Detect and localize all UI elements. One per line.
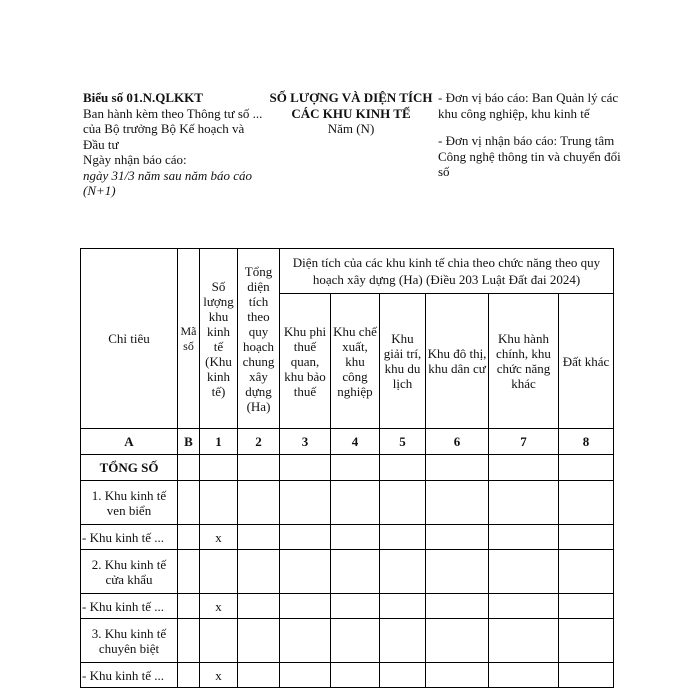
table-row: [81, 455, 614, 481]
issued-with-text: Ban hành kèm theo Thông tư số ... của Bộ trưởng Bộ Kế hoạch và Đầu tư: [83, 105, 263, 152]
cell: [559, 455, 614, 481]
cell: [380, 619, 426, 663]
cell: [238, 619, 280, 663]
cell: [331, 663, 380, 688]
cell: [426, 550, 489, 594]
col-header-sub-2: Khu chế xuất, khu công nghiệp: [331, 294, 380, 429]
cell: [380, 525, 426, 550]
col-header-chi-tieu: Chỉ tiêu: [81, 249, 178, 429]
cell: [280, 481, 331, 525]
cell-mark: x: [200, 663, 238, 688]
receiving-unit: - Đơn vị nhận báo cáo: Trung tâm Công nghệ thông tin và chuyển đổi số: [438, 133, 621, 179]
report-period: Năm (N): [327, 121, 375, 136]
cell-mark: [200, 455, 238, 481]
col-index-8: 8: [559, 429, 614, 455]
col-header-sub-6: Đất khác: [559, 294, 614, 429]
cell: [178, 619, 200, 663]
reporting-unit: - Đơn vị báo cáo: Ban Quản lý các khu công nghiệp, khu kinh tế: [438, 90, 619, 121]
col-header-tong-dien-tich: Tổng diện tích theo quy hoạch chung xây dựng (Ha): [238, 249, 280, 429]
cell: [280, 594, 331, 619]
cell: [489, 619, 559, 663]
cell: [331, 619, 380, 663]
cell: [426, 594, 489, 619]
row-label: TỔNG SỐ: [81, 455, 178, 481]
cell: [238, 455, 280, 481]
row-label: - Khu kinh tế ...: [81, 663, 178, 688]
cell: [331, 550, 380, 594]
cell: [426, 525, 489, 550]
cell: [331, 455, 380, 481]
cell: [331, 481, 380, 525]
header-center: [268, 90, 434, 137]
cell: [489, 455, 559, 481]
table-row: [81, 619, 614, 663]
cell: [238, 663, 280, 688]
cell: [331, 594, 380, 619]
cell: [380, 663, 426, 688]
cell: [380, 550, 426, 594]
col-header-so-luong: Số lượng khu kinh tế (Khu kinh tế): [200, 249, 238, 429]
cell-mark: x: [200, 525, 238, 550]
cell: [280, 455, 331, 481]
cell: [426, 663, 489, 688]
cell: [559, 594, 614, 619]
col-index-4: 4: [331, 429, 380, 455]
cell: [178, 455, 200, 481]
cell: [426, 455, 489, 481]
cell: [489, 550, 559, 594]
cell: [178, 481, 200, 525]
col-header-sub-5: Khu hành chính, khu chức năng khác: [489, 294, 559, 429]
cell: [280, 525, 331, 550]
col-index-3: 3: [280, 429, 331, 455]
cell: [489, 481, 559, 525]
cell: [280, 619, 331, 663]
col-index-6: 6: [426, 429, 489, 455]
header-right: [438, 90, 628, 192]
col-index-5: 5: [380, 429, 426, 455]
cell: [280, 550, 331, 594]
col-header-sub-4: Khu đô thị, khu dân cư: [426, 294, 489, 429]
cell: [559, 525, 614, 550]
col-header-group: Diện tích của các khu kinh tế chia theo chức năng theo quy hoạch xây dựng (Ha) (Điều 203 Luật Đất đai 2024): [280, 249, 614, 294]
cell: [178, 525, 200, 550]
cell: [489, 594, 559, 619]
cell: [489, 525, 559, 550]
col-header-ma-so: Mã số: [178, 249, 200, 429]
receive-date-label: Ngày nhận báo cáo:: [83, 152, 187, 167]
cell: [178, 550, 200, 594]
col-header-sub-3: Khu giải trí, khu du lịch: [380, 294, 426, 429]
header-left: [83, 90, 263, 199]
form-code: Biểu số 01.N.QLKKT: [83, 90, 203, 105]
cell: [238, 594, 280, 619]
cell: [238, 481, 280, 525]
row-label: - Khu kinh tế ...: [81, 594, 178, 619]
row-label: 2. Khu kinh tế cửa khẩu: [81, 550, 178, 594]
col-index-1: 1: [200, 429, 238, 455]
cell-mark: x: [200, 594, 238, 619]
cell: [238, 525, 280, 550]
cell: [559, 663, 614, 688]
col-index-a: A: [81, 429, 178, 455]
table-row: [81, 525, 614, 550]
cell-mark: [200, 550, 238, 594]
row-label: 3. Khu kinh tế chuyên biệt: [81, 619, 178, 663]
cell: [559, 619, 614, 663]
table-row: [81, 481, 614, 525]
col-header-sub-1: Khu phi thuế quan, khu bảo thuế: [280, 294, 331, 429]
cell: [178, 594, 200, 619]
cell: [380, 481, 426, 525]
row-label: - Khu kinh tế ...: [81, 525, 178, 550]
table-row: [81, 550, 614, 594]
col-index-b: B: [178, 429, 200, 455]
report-table: [80, 248, 614, 688]
cell: [380, 455, 426, 481]
cell: [380, 594, 426, 619]
col-index-7: 7: [489, 429, 559, 455]
report-title: SỐ LƯỢNG VÀ DIỆN TÍCH CÁC KHU KINH TẾ: [269, 90, 433, 121]
cell: [489, 663, 559, 688]
cell: [331, 525, 380, 550]
table-row: [81, 663, 614, 688]
cell-mark: [200, 619, 238, 663]
cell: [426, 481, 489, 525]
receive-date-value: ngày 31/3 năm sau năm báo cáo (N+1): [83, 167, 252, 198]
cell: [280, 663, 331, 688]
cell: [238, 550, 280, 594]
cell: [178, 663, 200, 688]
col-index-2: 2: [238, 429, 280, 455]
row-label: 1. Khu kinh tế ven biển: [81, 481, 178, 525]
table-row: [81, 594, 614, 619]
cell: [559, 481, 614, 525]
cell: [426, 619, 489, 663]
cell: [559, 550, 614, 594]
cell-mark: [200, 481, 238, 525]
